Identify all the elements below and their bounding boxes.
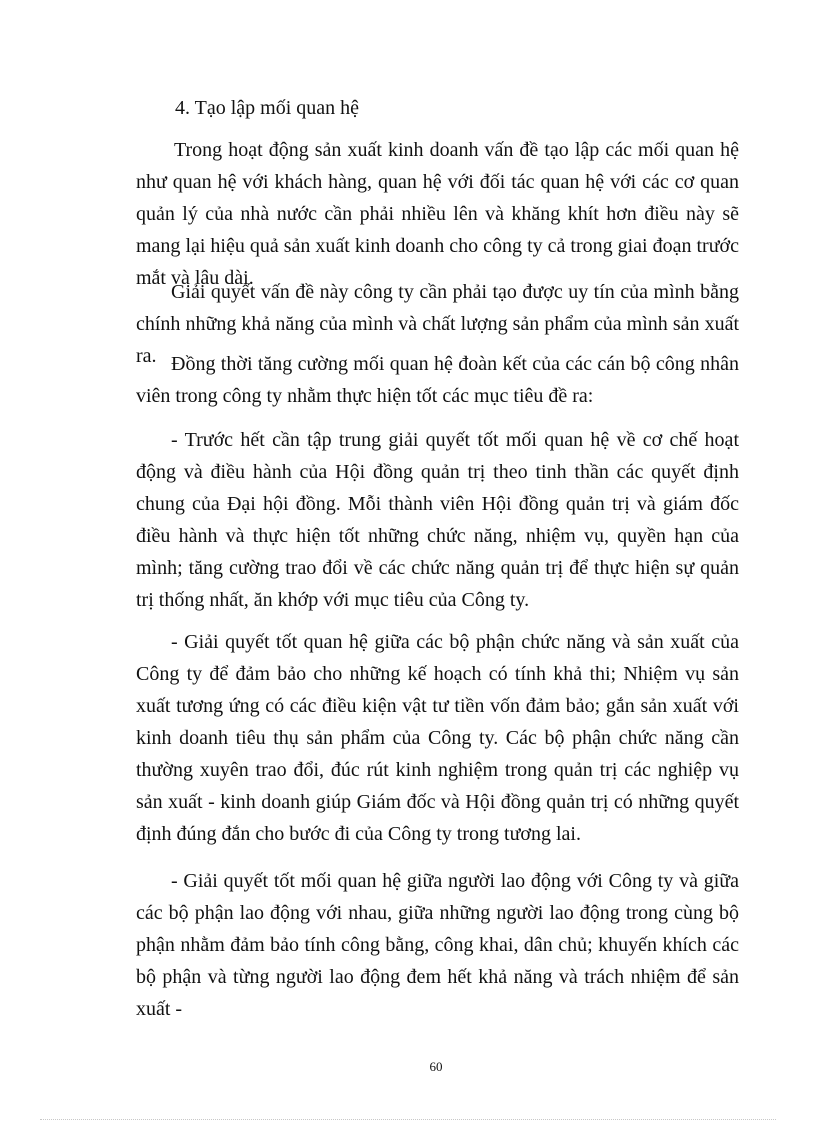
page-bottom-divider bbox=[40, 1119, 776, 1120]
paragraph: - Giải quyết tốt mối quan hệ giữa người lao động với Công ty và giữa các bộ phận lao động với nhau, giữa những người lao động trong cùng bộ phận nhằm đảm bảo tính công bằng, công khai, dân chủ; khuyến khích các bộ phận và từng người lao động đem hết khả năng và trách nhiệm để sản xuất - bbox=[136, 870, 739, 1020]
paragraph: Trong hoạt động sản xuất kinh doanh vấn đề tạo lập các mối quan hệ như quan hệ với khách hàng, quan hệ với đối tác quan hệ với các cơ quan quản lý của nhà nước cần phải nhiều lên và khăng khít hơn điều này sẽ mang lại hiệu quả sản xuất kinh doanh cho công ty cả trong giai đoạn trước mắt và lâu dài. bbox=[136, 139, 739, 289]
section-heading: 4. Tạo lập mối quan hệ bbox=[175, 97, 360, 119]
paragraph: Giải quyết vấn đề này công ty cần phải tạo được uy tín của mình bằng chính những khả năng của mình và chất lượng sản phẩm của mình sản xuất ra. bbox=[136, 281, 739, 367]
paragraph: - Trước hết cần tập trung giải quyết tốt mối quan hệ về cơ chế hoạt động và điều hành của Hội đồng quản trị theo tinh thần các quyết định chung của Đại hội đồng. Mỗi thành viên Hội đồng quản trị và giám đốc điều hành và thực hiện tốt những chức năng, nhiệm vụ, quyền hạn của mình; tăng cường trao đổi về các chức năng quản trị để thực hiện sự quản trị thống nhất, ăn khớp với mục tiêu của Công ty. bbox=[136, 429, 739, 611]
page-number: 60 bbox=[429, 1059, 443, 1074]
paragraph: Đồng thời tăng cường mối quan hệ đoàn kết của các cán bộ công nhân viên trong công ty nhằm thực hiện tốt các mục tiêu đề ra: bbox=[136, 353, 739, 407]
paragraph: - Giải quyết tốt quan hệ giữa các bộ phận chức năng và sản xuất của Công ty để đảm bảo cho những kế hoạch có tính khả thi; Nhiệm vụ sản xuất tương ứng có các điều kiện vật tư tiền vốn đảm bảo; gắn sản xuất với kinh doanh tiêu thụ sản phẩm của Công ty. Các bộ phận chức năng cần thường xuyên trao đổi, đúc rút kinh nghiệm trong quản trị các nghiệp vụ sản xuất - kinh doanh giúp Giám đốc và Hội đồng quản trị có những quyết định đúng đắn cho bước đi của Công ty trong tương lai. bbox=[136, 631, 739, 845]
